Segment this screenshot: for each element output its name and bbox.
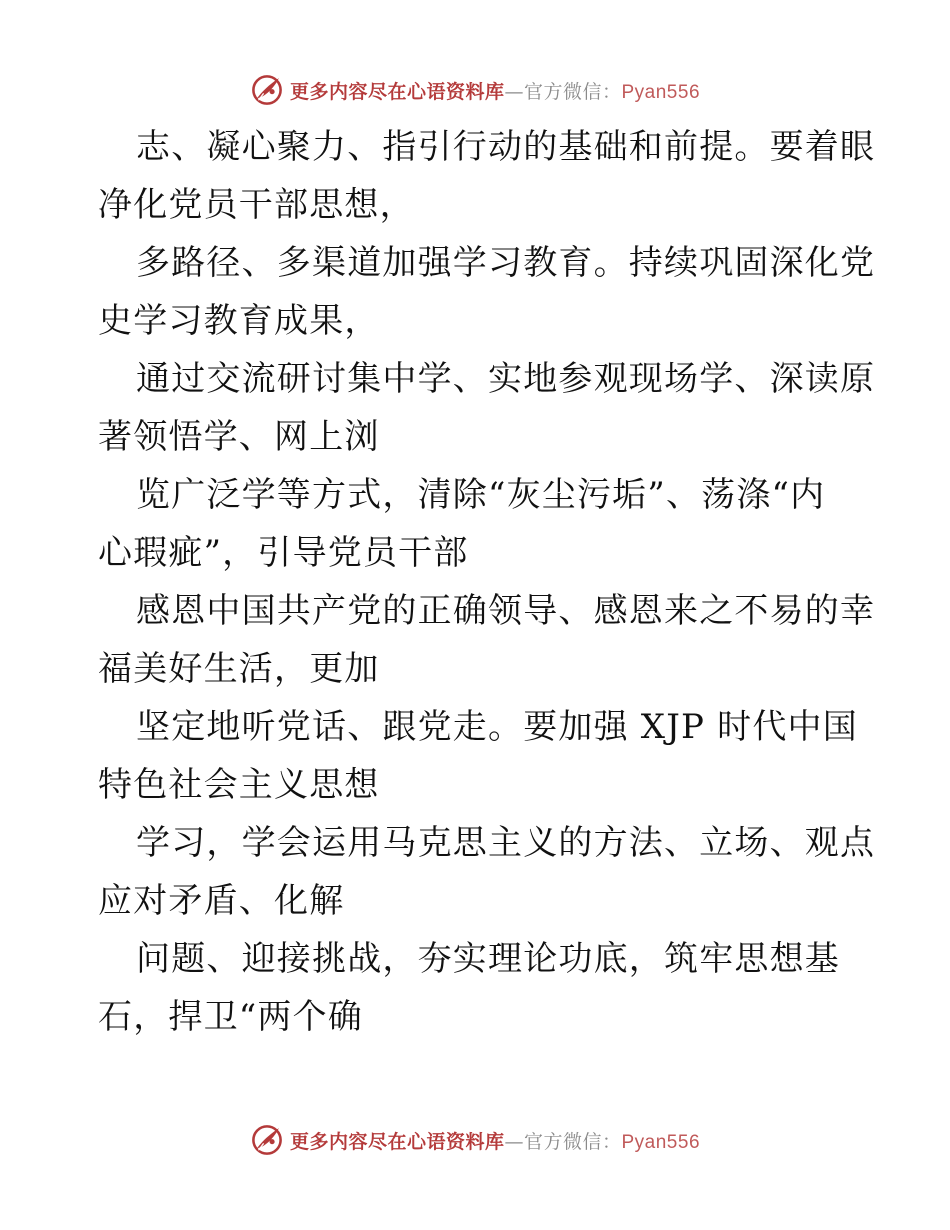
header-banner-wechat-id: Pyan556 [621,81,701,103]
header-banner-main: 更多内容尽在心语资料库 [289,80,505,103]
text-line: 感恩中国共产党的正确领导、感恩来之不易的幸 [136,591,876,631]
text-line: 石，捍卫“两个确 [98,997,363,1037]
footer-banner-wechat-label: 官方微信： [523,1130,622,1153]
text-line: 净化党员干部思想， [98,185,415,225]
header-banner-text [290,77,700,104]
text-line: 问题、迎接挑战，夯实理论功底，筑牢思想基 [136,939,840,979]
header-banner-content [250,73,700,107]
text-line: 应对矛盾、化解 [98,881,345,921]
header-banner-separator: — [504,80,524,103]
text-line: 学习，学会运用马克思主义的方法、立场、观点 [136,823,876,863]
text-line: 坚定地听党话、跟党走。要加强 XJP 时代中国 [136,707,858,747]
quill-logo-icon [250,73,284,107]
text-line: 通过交流研讨集中学、实地参观现场学、深读原 [136,359,876,399]
footer-banner-text [290,1127,700,1154]
header-banner [0,68,950,112]
footer-banner-main: 更多内容尽在心语资料库 [289,1130,505,1153]
text-line: 多路径、多渠道加强学习教育。持续巩固深化党 [136,243,876,283]
document-body [98,118,876,1046]
text-line: 史学习教育成果， [98,301,380,341]
header-banner-wechat-label: 官方微信： [523,80,622,103]
quill-logo-icon [250,1123,284,1157]
text-line: 福美好生活，更加 [98,649,380,689]
text-line: 特色社会主义思想 [98,765,380,805]
text-line: 著领悟学、网上浏 [98,417,380,457]
footer-banner-separator: — [504,1130,524,1153]
footer-banner-content [250,1123,700,1157]
text-line: 志、凝心聚力、指引行动的基础和前提。要着眼 [136,127,876,167]
footer-banner-wechat-id: Pyan556 [621,1131,701,1153]
text-line: 心瑕疵”，引导党员干部 [98,533,469,573]
text-line: 览广泛学等方式，清除“灰尘污垢”、荡涤“内 [136,475,826,515]
footer-banner [0,1118,950,1162]
